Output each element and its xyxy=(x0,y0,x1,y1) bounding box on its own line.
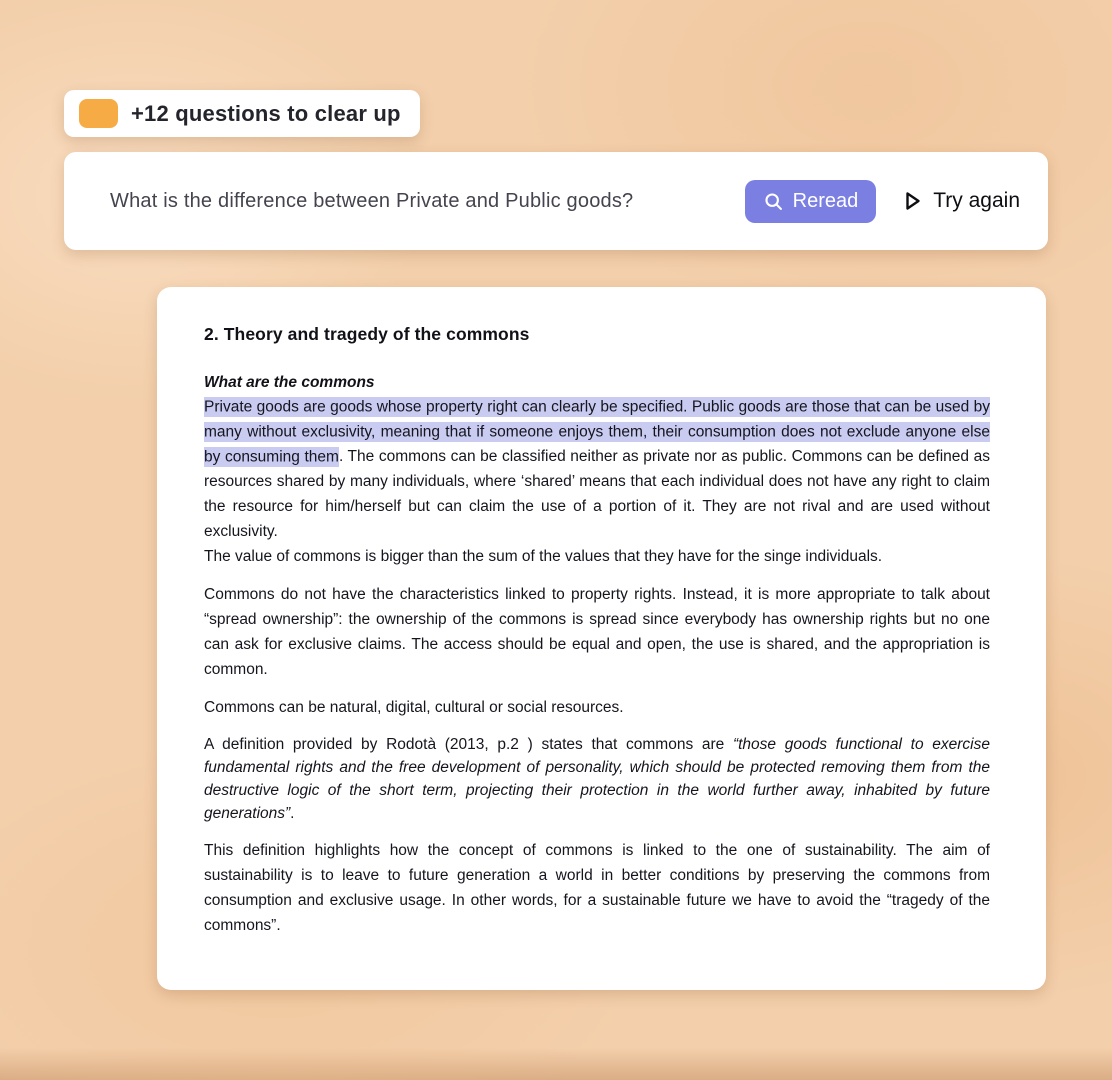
document-paragraph xyxy=(204,733,990,825)
document-paragraph xyxy=(204,838,990,938)
document-card xyxy=(157,287,1046,990)
questions-count-icon xyxy=(79,99,118,128)
play-icon xyxy=(900,189,924,213)
paragraph-text: . The commons can be classified neither as private nor as public. Commons can be defined as resources shared by many individuals, where ‘shared’ means that each individual does not have any right to claim the resource for him/herself but can claim the use of a portion of it. They are not rival and are used without exclusivity. xyxy=(204,448,990,540)
document-paragraph xyxy=(204,394,990,544)
try-again-button[interactable] xyxy=(892,183,1028,219)
paragraph-text: . xyxy=(290,805,295,822)
document-heading: 2. Theory and tragedy of the commons xyxy=(204,324,530,344)
paragraph-text: Commons can be natural, digital, cultural or social resources. xyxy=(204,699,624,716)
question-text: What is the difference between Private and Public goods? xyxy=(110,189,634,212)
document-paragraph xyxy=(204,544,990,569)
document-paragraph xyxy=(204,582,990,682)
search-icon xyxy=(763,191,784,212)
paragraph-text: This definition highlights how the concept of commons is linked to the one of sustainability. The aim of sustainability is to leave to future generation a world in better conditions by preserving the commons from consumption and exclusive usage. In other words, for a sustainable future we have to avoid the “tragedy of the commons”. xyxy=(204,842,990,934)
reread-label: Reread xyxy=(792,189,859,212)
document-paragraph xyxy=(204,695,990,720)
paragraph-text: Commons do not have the characteristics linked to property rights. Instead, it is more appropriate to talk about “spread ownership”: the ownership of the commons is spread since everybody has ownership rights but no one can ask for exclusive claims. The access should be equal and open, the use is shared, and the appropriation is common. xyxy=(204,586,990,678)
document-body xyxy=(204,394,990,938)
try-again-label: Try again xyxy=(933,189,1020,212)
paragraph-text: The value of commons is bigger than the sum of the values that they have for the singe individuals. xyxy=(204,548,883,565)
paragraph-text: A definition provided by Rodotà (2013, p.2 ) states that commons are xyxy=(204,736,733,753)
question-card xyxy=(64,152,1048,250)
highlighted-text: Private goods are goods whose property right can clearly be specified. Public goods are those that can be used by many without exclusivity, meaning that if someone enjoys them, their consumption does not exclude anyone else by consuming them xyxy=(204,398,990,465)
questions-badge[interactable] xyxy=(64,90,420,137)
paragraph-text: “those goods functional to exercise fundamental rights and the free development of personality, which should be protected removing them from the destructive logic of the short term, projecting their protection in the world further away, inhabited by future generations” xyxy=(204,736,990,822)
reread-button[interactable] xyxy=(745,180,877,223)
document-subheading: What are the commons xyxy=(204,374,375,391)
questions-badge-label: +12 questions to clear up xyxy=(131,100,401,126)
